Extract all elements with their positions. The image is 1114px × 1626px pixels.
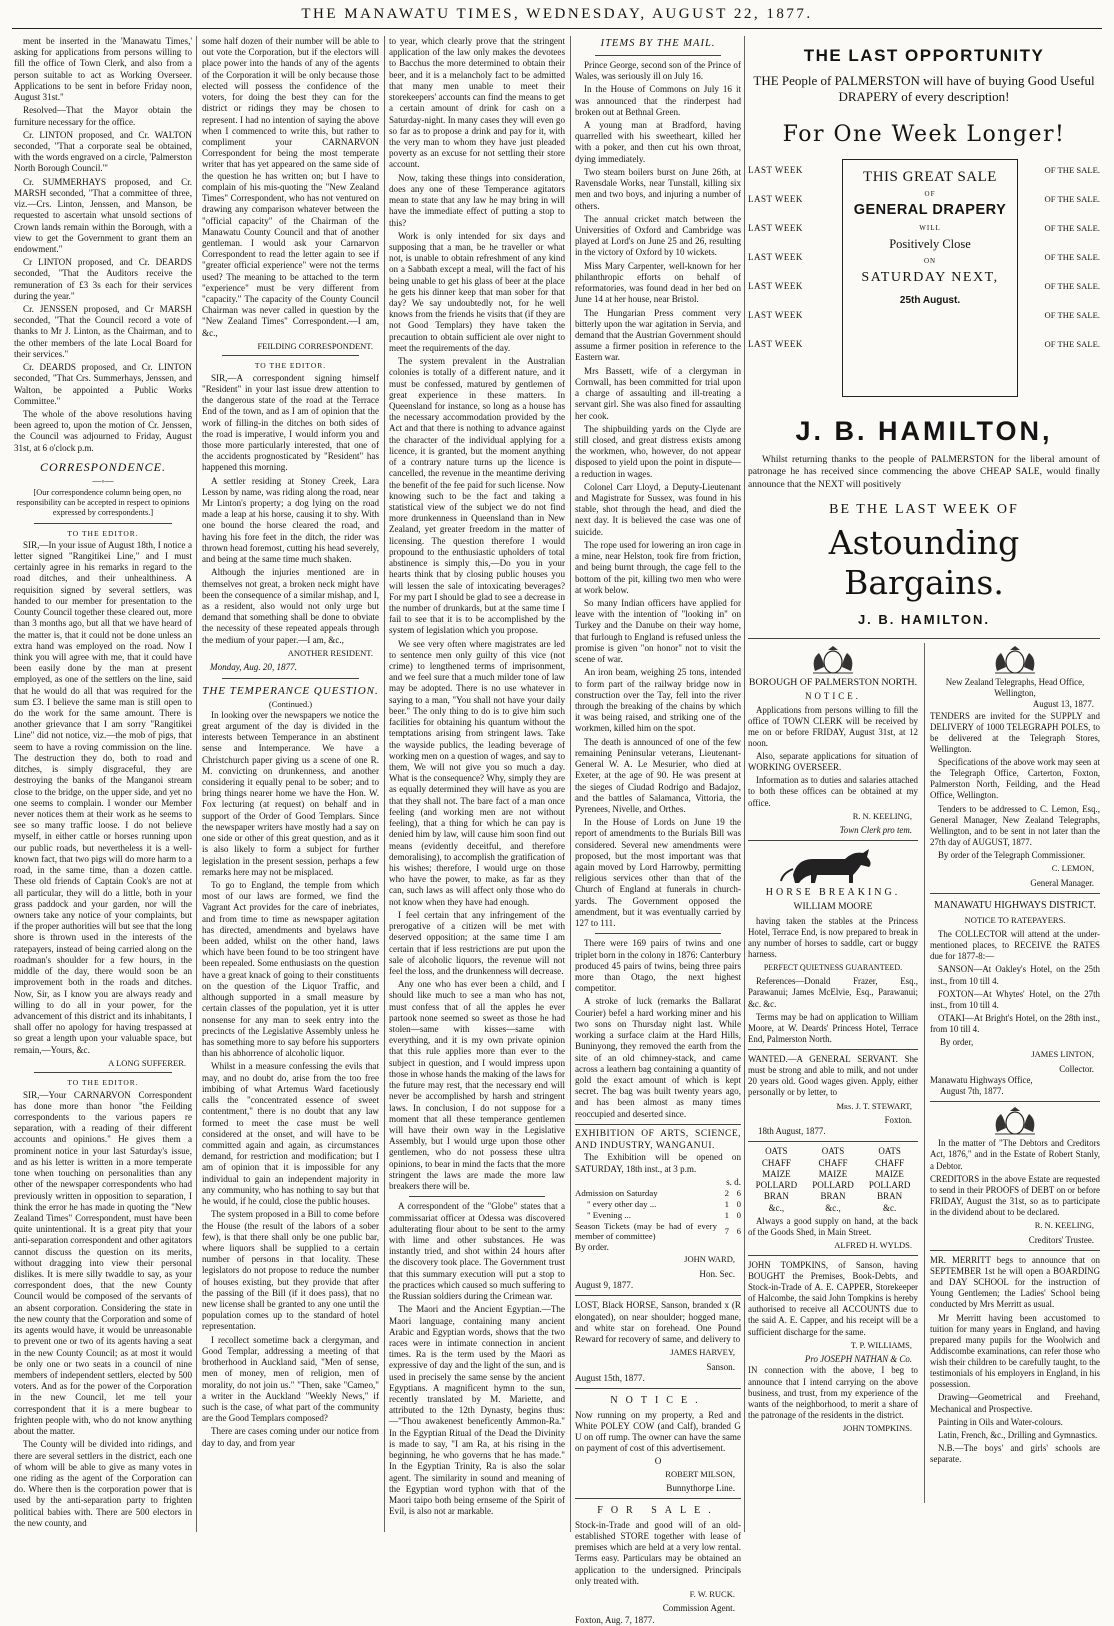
divider bbox=[930, 1250, 1100, 1251]
currency-header: s. d. bbox=[726, 1176, 741, 1187]
news-item: A stroke of luck (remarks the Ballarat Courier) befel a hard working miner and his two sons on Thursday night last. While working a surface claim at the Hard Hills, Buninyong, they removed the earth from the site of an old chimney-stack, and came across a leathern bag containing a quantity of gold the exact amount of which is kept secret. The bag was built twenty years ago, and has been almost as many times reoccupied and deserted since. bbox=[575, 996, 741, 1119]
hamilton-heading: J. B. HAMILTON, bbox=[795, 415, 1053, 446]
to-editor-heading: TO THE EDITOR. bbox=[254, 361, 327, 371]
column-1 bbox=[14, 36, 192, 1532]
letter-paragraph: SIR,—A correspondent signing himself "Resident" in your last issue drew attention to the dangerous state of the road at the Terrace End of the town, and as I am of opinion that the work of filling-in the ditches on both sides of the road is imperative, I would inform you and those more particularly interested, that one of the accidents prognosticated by "Resident" has happened this morning. bbox=[202, 372, 379, 473]
column-4 bbox=[575, 36, 741, 1625]
of-the-sale-label: OF THE SALE. bbox=[1044, 222, 1100, 233]
feed-cell: BRAN bbox=[877, 1191, 903, 1202]
hamilton-text: Whilst returning thanks to the people of PALMERSTON for the liberal amount of patronage he has received since commencing the above CHEAP SALE, would finally announce that the NEXT will positively bbox=[748, 453, 1100, 490]
lost-signer: JAMES HARVEY, bbox=[670, 1347, 735, 1358]
divider bbox=[748, 840, 918, 841]
divider bbox=[595, 55, 721, 56]
oats-signer: ALFRED H. WYLDS. bbox=[834, 1240, 912, 1251]
article-paragraph: In looking over the newspapers we notice the great argument of the day is divided in the interests between Temperance in an abstinent sense and Intemperance. We have a Christchurch paper giving us a scene of one R. M. convicting on drunkenness, and another considering it equally penal to be sober; and to bring things nearer home we have the Hon. W. Fox lecturing (at request) on behalf and in support of the Order of Good Templars. Since the newspaper writers have mostly had a say on one side or other of this great question, and as it is also likely to form a subject for further legislation in the present session, perhaps a few remarks here may not be misplaced. bbox=[202, 709, 379, 877]
article-paragraph: Whilst in a measure confessing the evils that may, and no doubt do, arise from the too free imbibing of what Artemus Ward facetiously calls the "concentrated essence of sweet contentment," there is no doubt that any law formed to meet the case must be well considered at the onset, and will have to be committed again and again, as circumstances demand, for restriction and modification; but I am of opinion that it is impossible for any individual to gain an independent majority in any community, who has nothing to say but that he would, if he could, close the public houses. bbox=[202, 1061, 379, 1207]
admission-label: Admission on Saturday bbox=[575, 1187, 658, 1198]
horse-name: WILLIAM MOORE bbox=[793, 901, 873, 912]
telegraph-text: By order of the Telegraph Commissioner. bbox=[938, 850, 1086, 861]
sale-line: ON bbox=[923, 256, 937, 265]
horse-icon bbox=[773, 845, 893, 885]
royal-crest-icon bbox=[985, 1106, 1045, 1136]
highways-place: FOXTON—At Whytes' Hotel, on the 27th inst., from 10 till 4. bbox=[930, 988, 1100, 1010]
merritt-text: Drawing—Geometrical and Freehand, Mechanical and Prospective. bbox=[930, 1392, 1100, 1414]
notice-text: Now running on my property, a Red and White POLEY COW (and Calf), branded G U on off rump. The owner can have the same on payment of cost of this advertisement. bbox=[575, 1409, 741, 1454]
news-item: Prince George, second son of the Prince of Wales, was seriously ill on July 16. bbox=[575, 59, 741, 82]
sale-line: OF bbox=[924, 190, 936, 199]
telegraph-signer: C. LEMON, bbox=[1051, 863, 1094, 874]
paragraph: some half dozen of their number will be able to out vote the Corporation, but if the electors will place power into the hands of any of the agents of the Corporation it will be only because those elected will possess the confidence of the voters, for doing the best they can for the district or ridings they may be chosen to represent. I had no intention of saying the above when I commenced to write this, but rather to compliment your CARNARVON Correspondent for being the most temperate writer that has yet appeared on the same side of the question he has written on; but I have to complain of his mis-quoting the "New Zealand Times" Correspondent, who has not ventured on drawing any comparison whatever between the "official capacity" of the Chairman of the Manawatu County Council and that of another gentleman. I would ask your Carnarvon Correspondent to read the letter again to see if "greater official experience" were not the terms used? The meaning to be attached to the term "experience" must be very different from "capacity." The capacity of the County Council Chairman was never called in question by the "New Zealand Times" Correspondent.—I am, &c., bbox=[202, 36, 379, 338]
divider bbox=[748, 638, 1100, 639]
borough-title: BOROUGH OF PALMERSTON NORTH. bbox=[748, 677, 918, 689]
shillings: 2 bbox=[724, 1187, 729, 1198]
hamilton-signature: J. B. HAMILTON. bbox=[857, 612, 991, 628]
last-week-list bbox=[748, 165, 828, 368]
telegraph-date: August 13, 1877. bbox=[1032, 699, 1094, 710]
exhibition-date: August 9, 1877. bbox=[575, 1280, 634, 1291]
article-paragraph: I recollect sometime back a clergyman, and Good Templar, addressing a meeting of that brotherhood in Auckland said, "Men of sense, men of money, men of religion, men of morality, do not join us." "Then, sake "Cameo," a writer in the Auckland "Weekly News," if such is the case, of what part of the community are the Good Templars composed? bbox=[202, 1334, 379, 1424]
wanted-date: 18th August, 1877. bbox=[758, 1126, 826, 1137]
last-week-heading: BE THE LAST WEEK OF bbox=[829, 502, 1019, 518]
tompkins-signer: T. P. WILLIAMS, bbox=[850, 1339, 912, 1350]
letter-paragraph: A settler residing at Stoney Creek, Lara Lesson by name, was riding along the road, near Mr Linton's property; a dog lying on the road made a leap at his horse, causing it to shy. With one bound the horse cleared the road, and having his fore feet in the ditch, the rider was thrown head foremost, cutting his head severely, and being at the same time much shaken. bbox=[202, 475, 379, 565]
table-row bbox=[575, 1210, 741, 1221]
tompkins-signer: JOHN TOMPKINS. bbox=[842, 1423, 912, 1434]
news-item: A young man at Bradford, having quarrelled with his sweetheart, killed her with a poker, and then cut his own throat, dying immediately. bbox=[575, 120, 741, 164]
sale-line: WILL bbox=[919, 223, 941, 232]
of-the-sale-label: OF THE SALE. bbox=[1044, 251, 1100, 262]
divider bbox=[222, 678, 359, 679]
lost-place: Sanson. bbox=[706, 1361, 735, 1372]
article-paragraph: Now, taking these things into consideration, does any one of these Temperance agitators mean to state that any law he may bring in will have the immediate effect of putting a stop to this? bbox=[389, 172, 565, 228]
article-paragraph: We see very often where magistrates are led to sentence men only guilty of this vice (not crime) to lengthened terms of imprisonment, and we feel sure that a much milder tone of law may be adopted. There is no use whatever in saying to a man, "You shall not have your daily beer." The only thing to do is to give him such facilities for obtaining his quantum without the temptations arising from stringent laws. Take the wayside publics, the leading beverage of working men on a question of wages, and say to them, We will not give you so much a day. What is the consequence? Why, simply they are as equally determined they will have as you are that they shall not. The bare fact of a man once feeling (and working men are not without feeling), that a thing for which he can pay is denied him by law, will cause him soon find out means (evidently deceitful, and therefore demoralising), to accomplish the gratification of his wishes; therefore, I would urge on those who have the power, to make, as far as they can, such laws as will affect only those who do not know when they have had enough. bbox=[389, 638, 565, 907]
divider bbox=[34, 1072, 172, 1073]
great-sale-box bbox=[842, 159, 1018, 397]
feed-cell: OATS bbox=[765, 1146, 788, 1157]
correspondence-heading: CORRESPONDENCE. bbox=[40, 459, 166, 474]
divider bbox=[595, 933, 721, 934]
brand-mark: O bbox=[654, 1456, 662, 1467]
for-sale-title: FOR SALE. bbox=[597, 1505, 719, 1517]
telegraph-role: General Manager. bbox=[1030, 877, 1094, 888]
feed-cell: POLLARD bbox=[755, 1180, 798, 1191]
merritt-text: Mr Merritt having been accustomed to tuition for many years in England, and having prepared many pupils for the Woolwich and Addiscombe examinations, can refer those who wish their children to be carefully taught, to the testimonials of his employers in England, in his possession. bbox=[930, 1312, 1100, 1390]
column-rule bbox=[924, 643, 925, 1503]
letter-paragraph: SIR,—In your issue of August 18th, I notice a letter signed "Rangitikei Line," and I must certainly agree in his remarks in regard to the road ditches, and their unhealthiness. A requisition signed by several settlers, was handed to our member for presentation to the County Council together these cleared out, more than 3 months ago, but all that we have heard of the matter is, that it could not be done unless an extra hand was employed on the road. Now I think you will agree with me, that it could have been easily done by the man at present employed, as one of the settlers on the line, said that he would do all that was required for the sum £3. I believe the same man is still open to do the work for the same amount. There is another grievance that I am sorry "Rangitikei Line" did not notice, viz.—the mob of pigs, that seem to have a roving commission on the line. The destruction they do, both to road and ditches, is simply disgraceful, they are destroying the banks of the Manganoi stream close to the bridge, on the upper side, and yet no one seems to complain. I wonder our Member never notices them at their work as he seems to see so many traffic loose. I do not believe myself, in either cattle or horses running upon our public roads, but nevertheless it is a well-known fact, that two pigs will do more harm to a road, in the same time, than a dozen cattle. These old friends of Captain Cook's are not at all particular, they will do a little, both in your grass paddock and your garden, nor will the owners take any notice of your complaints, but if the proper authorities will but see that the long shore is thrown used in the interests of the ratepayers, instead of being carried along on the roadman's shoulder for a few hours, in the middle of the day, there would soon be an improvement both in the roads and ditches. Now, Sir, as I know you are always ready and willing to do all in your power, for the advancement of this district and its inhabitants, I shall offer no apology for having trespassed at so great a length upon your valuable space, but remain,—Yours, &c. bbox=[14, 539, 192, 1055]
debtors-signer: R. N. KEELING, bbox=[1034, 1220, 1094, 1231]
letter-signature: FEILDING CORRESPONDENT. bbox=[257, 340, 373, 351]
for-sale-role: Commission Agent. bbox=[662, 1603, 735, 1614]
highways-office: Manawatu Highways Office, bbox=[930, 1075, 1033, 1086]
feed-cell: MAIZE bbox=[875, 1168, 904, 1179]
table-row bbox=[748, 1146, 918, 1157]
last-week-label: LAST WEEK bbox=[748, 251, 803, 262]
of-the-sale-label: OF THE SALE. bbox=[1044, 164, 1100, 175]
right-adverts bbox=[930, 643, 1100, 1467]
article-paragraph: The system proposed in a Bill to come before the House (the result of the labors of a sober few), is that there shall only be one public bar, where liquors shall be supplied to a certain number of persons in that locality. These legislators do not propose to reduce the number of houses existing, but they provide that after the passing of the Bill (if it does pass), that no new license shall be granted to any one until the population comes up to the standard of hotel representation. bbox=[202, 1209, 379, 1332]
of-the-sale-label: OF THE SALE. bbox=[1044, 338, 1100, 349]
feed-cell: OATS bbox=[821, 1146, 845, 1157]
cow-notice-advert bbox=[575, 1388, 741, 1494]
horse-text: References—Donald Frazer, Esq., Parawanui; James McElvie, Esq., Parawanui; &c. &c. bbox=[748, 976, 918, 1009]
last-week-label: LAST WEEK bbox=[748, 222, 803, 233]
merritt-text: MR. MERRITT begs to announce that on SEPTEMBER 1st he will open a BOARDING and DAY SCHOOL for the instruction of Young Gentlemen; the Ladies' School being conducted by Mrs Merritt as usual. bbox=[930, 1254, 1100, 1310]
article-paragraph: There are cases coming under our notice from day to day, and from year bbox=[202, 1426, 379, 1448]
pence: 6 bbox=[736, 1225, 741, 1236]
highways-text: The COLLECTOR will attend at the under-mentioned places, to RECEIVE the RATES due for 1877-8:— bbox=[930, 929, 1100, 962]
feed-cell: POLLARD bbox=[812, 1180, 854, 1191]
debtors-text: In the matter of "The Debtors and Creditors Act, 1876," and in the Estate of Robert Stanly, a Debtor. bbox=[930, 1138, 1100, 1171]
by-order: By order. bbox=[575, 1242, 609, 1253]
feed-cell: CHAFF bbox=[875, 1157, 905, 1168]
telegraph-text: Specifications of the above work may seen at the Telegraph Office, Carterton, Foxton, Palmerston North, Feilding, and the Head Office, Wellington. bbox=[930, 757, 1100, 801]
table-row bbox=[748, 1158, 918, 1169]
table-row bbox=[575, 1188, 741, 1199]
admission-label: Season Tickets (may be had of every member of committee) bbox=[575, 1220, 717, 1242]
sale-line: 25th August. bbox=[899, 294, 961, 306]
horse-text: Terms may be had on application to William Moore, at W. Deards' Princess Hotel, Terrace End, Palmerston North. bbox=[748, 1011, 918, 1044]
wanted-signer: Mrs. J. T. STEWART, bbox=[836, 1100, 912, 1111]
news-item: In the House of Commons on July 16 it was announced that the rinderpest had broken out at Bethnal Green. bbox=[575, 84, 741, 117]
exhibition-text: The Exhibition will be opened on SATURDAY, 18th inst., at 3 p.m. bbox=[575, 1152, 741, 1174]
telegraph-title: New Zealand Telegraphs, Head Office, Wellington, bbox=[945, 677, 1085, 699]
letter-paragraph: SIR,—Your CARNARVON Correspondent has done more than honor "the Feilding correspondents to the various papers re separation, with a reading of their different accounts and opinions." He gives them a prominent notice in your last Saturday's issue, and as his letter is written in a more temperate tone when touching on personalities than any other of the newspaper correspondents who had previously written in opposition to separation, I think the error he has made in quoting the "New Zealand Times" Correspondent, must have been quite unintentional. It is a great pity that your anti-separation correspondent and other agitators cannot discuss the question on its merits, without dragging into view their personal dislikes. It is mere silly twaddle to say, as your correspondent does, that the new County Council would be composed of the servants of an absent corporation. Considering the state in the new county that the Corporation and some of its agents would have, it would be unreasonable to prevent one or two of its agents having a seat in the new County Council; as at most it would be only one or two seats in a council of nine members of independent settlers, elected by 500 voters. And as for the power of the Corporation in the new Council, let me tell your correspondent that it is a mere bugbear to frighten people with, who do not know anything about the matter. bbox=[14, 1089, 192, 1437]
last-week-label: LAST WEEK bbox=[748, 338, 803, 349]
news-item: The shipbuilding yards on the Clyde are still closed, and great distress exists among the workmen, who, however, do not appear disposed to yield upon the point in dispute—a reduction in wages. bbox=[575, 423, 741, 479]
feed-table bbox=[748, 1146, 918, 1214]
telegraph-text: Tenders to be addressed to C. Lemon, Esq., General Manager, New Zealand Telegraphs, Wellington, and to be sent in not later than the 27th day of AUGUST, 1877. bbox=[930, 803, 1100, 847]
paragraph: Cr. DEARDS proposed, and Cr. LINTON seconded, "That Crs. Summerhays, Jenssen, and Walton, be appointed a Public Works Committee." bbox=[14, 362, 192, 406]
column-2 bbox=[202, 36, 379, 1532]
highways-place: SANSON—At Oakley's Hotel, on the 25th inst., from 10 till 4. bbox=[930, 964, 1100, 986]
ornament-divider: —◦— bbox=[92, 475, 114, 486]
feed-cell: OATS bbox=[878, 1146, 901, 1157]
debtors-role: Creditors' Trustee. bbox=[1028, 1234, 1094, 1245]
news-item: The Maori and the Ancient Egyptian.—The Maori language, containing many ancient Arabic and Egyptian words, shows that the two races were in intimate connection in ancient times. Ra is the term used by the Maori as expressive of day and the light of the sun, and is used in precisely the same sense by the ancient Egyptians. A magnificent hymn to the sun, recently translated by M. Mariette, and attributed to the 12th Dynasty, begins thus:—"Thou awakenest beneficently Ammon-Ra." In the Egyptian Ritual of the Dead the Divinity is made to say, "I am Ra, at his rising in the beginning, he who governs that he has made." In the Egyptian Trinity, Ra is also the solar agent. The similarity in sound and meaning of the Egyptian word typhon with that of the Maori taipo both being ernseme of the Spirit of Evil, is also not ar markable. bbox=[389, 1304, 565, 1517]
borough-signer: R. N. KEELING, bbox=[852, 810, 912, 821]
shillings: 1 bbox=[724, 1209, 729, 1220]
feed-cell: BRAN bbox=[820, 1191, 846, 1202]
tompkins-role: Pro JOSEPH NATHAN & Co. bbox=[804, 1354, 912, 1365]
highways-sub: NOTICE TO RATEPAYERS. bbox=[964, 915, 1066, 926]
telegraph-text: TENDERS are invited for the SUPPLY and DELIVERY of 1000 TELEGRAPH POLES, to be delivered at the Telegraph Stores, Wellington. bbox=[930, 710, 1100, 754]
notice-title: NOTICE. bbox=[610, 1395, 706, 1407]
article-paragraph: Work is only intended for six days and supposing that a man, be he traveller or what not, is unable to obtain refreshment of any kind on a Sabbath except a meal, will the fact of his being unable to get his glass of beer at the place he gets his dinner keep that man sober for that day? We say undoubtedly not, for he well knows from the friends he visits that (if they are not Good Templars) they have taken the precaution to obtain sufficient ale over night to meet the requirements of the day. bbox=[389, 230, 565, 353]
paragraph: Cr. JENSSEN proposed, and Cr MARSH seconded, "That the Council record a vote of thanks to Mr J. Linton, as the Chairman, and to the other members of the late Local Board for their services." bbox=[14, 304, 192, 359]
drapery-intro: THE People of PALMERSTON will have of buying Good Useful DRAPERY of every description! bbox=[753, 72, 1095, 105]
news-item: The death is announced of one of the few remaining Peninsular veterans, Lieutenant-General W. A. Le Mesurier, who died at Exeter, at the age of 90. He was present at the sieges of Ciudad Rodrigo and Badajoz, and the battles of Salamanca, Vittoria, the Pyrenees, Nivelle, and Orthes. bbox=[575, 736, 741, 814]
divider bbox=[748, 1049, 918, 1050]
news-item: Mrs Bassett, wife of a clergyman in Cornwall, has been committed for trial upon a charge of assaulting and ill-treating a servant girl. She was also fined for assaulting her cook. bbox=[575, 365, 741, 421]
table-row bbox=[748, 1203, 918, 1214]
pence: 0 bbox=[736, 1198, 741, 1209]
wanted-place: Foxton. bbox=[884, 1115, 912, 1126]
sale-line: SATURDAY NEXT, bbox=[861, 270, 999, 286]
news-item: The annual cricket match between the Universities of Oxford and Cambridge was played at Lord's on June 25 and 26, resulting in the victory of Oxford by 10 wickets. bbox=[575, 213, 741, 258]
news-item: Colonel Carr Lloyd, a Deputy-Lieutenant and Magistrate for Sussex, was found in his stable, shot through the head, and died the next day. It is believed the case was one of suicide. bbox=[575, 481, 741, 537]
astounding-bargains: Astounding Bargains. bbox=[828, 522, 1020, 603]
letter-paragraph: Although the injuries mentioned are in themselves not great, a broken neck might have been the consequence of a similar mishap, and I, as a resident, also would not only urge but demand that something shall be done to obviate the necessity of these repeated appeals through the medium of your paper.—I am, &c., bbox=[202, 567, 379, 645]
highways-date: August 7th, 1877. bbox=[940, 1086, 1004, 1097]
letter-paragraph: The County will be divided into ridings, and there are several settlers in the district, each one of whom will be able to give as many votes in one riding as the agent of the Corporation can do. Where then is the corporation power that is used by the anti-separation party to frighten political babies with. There are 500 electors in the new county, and bbox=[14, 1439, 192, 1528]
sale-line: Positively Close bbox=[889, 237, 971, 252]
oats-text: Always a good supply on hand, at the back of the Goods Shed, in Main Street. bbox=[748, 1215, 918, 1238]
lost-text: LOST, Black HORSE, Sanson, branded x (R elongated), on near shoulder; hogged mane, and white star on forehead. One Pound Reward for recovery of same, and delivery to bbox=[575, 1300, 741, 1345]
horse-sub: PERFECT QUIETNESS GUARANTEED. bbox=[763, 963, 903, 973]
tompkins-text: JOHN TOMPKINS, of Sanson, having BOUGHT the Premises, Book-Debts, and Stock-in-Trade of A. E. CAPPER, Storekeeper of Halcombe, the said John Tompkins is hereby authorised to receive all ACCOUNTS due to the said A. E. Capper, and his receipt will be a sufficient discharge for the same. bbox=[748, 1259, 918, 1337]
divider bbox=[748, 1141, 918, 1142]
article-paragraph: The system prevalent in the Australian colonies is totally of a different nature, and it must be confessed, matured by gentlemen of great experience in these matters. In Queensland for instance, so long as a house has the necessary accommodation provided by the Act and that there is nothing to advance against the character of the individual applying for a licence, it is granted, but the moment anything of a contrary nature turns up the licence is cancelled, the revenue in the meantime deriving the benefit of the fee paid for such license. Now knowing such to be the fact and taking a statistical view of the subject we do not find more drunkenness in Queensland than in New Zealand, yet greater freedom in the matter of licensing. The question therefore I would propound to the enthusiastic upholders of total abstinence is simply this,—Do you in your hearts think that by closing public houses you will lessen the sale of intoxicating beverages? For my part I should be glad to see a decrease in the number of drunkards, but at the same time I fail to see that it is to be accomplished by the system of legislation which you propose. bbox=[389, 356, 566, 636]
notice-place: Bunnythorpe Line. bbox=[666, 1483, 735, 1494]
items-heading: ITEMS BY THE MAIL. bbox=[600, 38, 716, 49]
column-rule bbox=[744, 36, 745, 1532]
last-week-label: LAST WEEK bbox=[748, 164, 803, 175]
feed-cell: &c. bbox=[883, 1202, 897, 1213]
admission-table bbox=[575, 1188, 741, 1242]
temperance-heading: THE TEMPERANCE QUESTION. bbox=[202, 684, 379, 697]
feed-cell: CHAFF bbox=[818, 1157, 848, 1168]
borough-text: Applications from persons willing to fill the office of TOWN CLERK will be received by me on or before FRIDAY, August 31st, at 12 noon. bbox=[748, 704, 918, 748]
divider bbox=[930, 893, 1100, 894]
highways-by-order: By order, bbox=[940, 1037, 974, 1048]
paragraph: Cr LINTON proposed, and Cr. DEARDS seconded, "That the Auditors receive the remuneration of £3 3s each for their services during the year." bbox=[14, 257, 192, 301]
horse-title: HORSE BREAKING. bbox=[765, 887, 901, 899]
merritt-text: Latin, French, &c., Drilling and Gymnastics. bbox=[938, 1429, 1098, 1440]
for-sale-advert bbox=[575, 1498, 741, 1626]
pence: 6 bbox=[736, 1187, 741, 1198]
column-rule bbox=[384, 36, 385, 1532]
divider bbox=[748, 1255, 918, 1256]
feed-cell: &c., bbox=[768, 1202, 785, 1213]
news-item: There were 169 pairs of twins and one triplet born in the colony in 1876: Canterbury produced 45 pairs of twins, being three pairs more than Otago, the next highest competitor. bbox=[575, 938, 741, 994]
borough-text: Also, separate applications for situation of WORKING OVERSEER. bbox=[748, 751, 918, 773]
sale-line: THIS GREAT SALE bbox=[863, 168, 997, 185]
feed-cell: MAIZE bbox=[818, 1168, 848, 1179]
table-row bbox=[748, 1191, 918, 1202]
news-item: The Hungarian Press comment very bitterly upon the war agitation in Servia, and demand that the Austrian Government should assume a firmer position in reference to the Eastern war. bbox=[575, 307, 741, 363]
shillings: 7 bbox=[724, 1225, 729, 1236]
exhibition-title: EXHIBITION OF ARTS, SCIENCE, AND INDUSTRY, WANGANUI. bbox=[575, 1128, 741, 1151]
paragraph: ment be inserted in the 'Manawatu Times,' asking for applications from persons willing to fill the office of Town Clerk, and also from a person suitable to act as Working Overseer. Applications to be sent in before Friday noon, August 31st." bbox=[14, 36, 192, 103]
advertisement-column bbox=[748, 36, 1100, 1532]
merritt-text: Painting in Oils and Water-colours. bbox=[938, 1416, 1063, 1427]
feed-cell: &c., bbox=[825, 1202, 841, 1213]
table-row bbox=[748, 1180, 918, 1191]
continued-note: (Continued.) bbox=[268, 699, 313, 710]
wanted-text: WANTED.—A GENERAL SERVANT. She must be strong and able to milk, and not under 20 years old. Good wages given. Apply, either personally or by letter, to bbox=[748, 1054, 918, 1098]
article-paragraph: I feel certain that any infringement of the prerogative of a citizen will be met with deserved opposition; at the same time I am certain that if less restrictions are put upon the sale of alcoholic liquors, the revenue will not feel the loss, and the drunkenness will decrease. bbox=[389, 909, 565, 976]
last-week-label: LAST WEEK bbox=[748, 280, 803, 291]
news-item: Two steam boilers burst on June 26th, at Ravensdale Works, near Tunstall, killing six men and two boys, and injuring a number of others. bbox=[575, 166, 741, 211]
sale-block bbox=[748, 159, 1100, 401]
paragraph: The whole of the above resolutions having been agreed to, upon the motion of Cr. Jenssen, the Council was adjourned to Friday, August 31st, at 6 o'clock p.m. bbox=[14, 409, 192, 453]
news-item: An iron beam, weighing 25 tons, intended to form part of the railway bridge now in construction over the Tay, fell into the river through the breaking of the chains by which it was being raised, and striking one of the workmen, killed him on the spot. bbox=[575, 667, 741, 734]
divider bbox=[34, 523, 172, 524]
exhibition-advert bbox=[575, 1124, 741, 1292]
news-item: Miss Mary Carpenter, well-known for her philanthropic efforts on behalf of reformatories, was found dead in her bed on June 14 at her house, near Bristol. bbox=[575, 260, 741, 305]
debtors-text: CREDITORS in the above Estate are requested to send in their PROOFS of DEBT on or before FRIDAY, August the 31st, so as to participate in the dividend about to be declared. bbox=[930, 1173, 1100, 1218]
divider bbox=[409, 1196, 545, 1197]
for-sale-date: Foxton, Aug. 7, 1877. bbox=[575, 1614, 655, 1625]
admission-label: " Evening ... bbox=[587, 1209, 631, 1220]
letter-signature: A LONG SUFFERER. bbox=[108, 1057, 186, 1068]
highways-title: MANAWATU HIGHWAYS DISTRICT. bbox=[934, 899, 1096, 911]
table-row bbox=[575, 1221, 741, 1243]
letter-signature: ANOTHER RESIDENT. bbox=[287, 647, 373, 658]
last-opportunity-heading: THE LAST OPPORTUNITY bbox=[803, 46, 1045, 65]
feed-cell: BRAN bbox=[763, 1191, 789, 1202]
divider bbox=[222, 355, 359, 356]
of-the-sale-list bbox=[1034, 165, 1100, 368]
to-editor-heading: TO THE EDITOR. bbox=[67, 1078, 139, 1088]
borough-notice: NOTICE. bbox=[805, 691, 861, 702]
shillings: 1 bbox=[724, 1198, 729, 1209]
date-line: Monday, Aug. 20, 1877. bbox=[210, 662, 297, 673]
paragraph: Cr. SUMMERHAYS proposed, and Cr. MARSH seconded, "That a committee of three, viz.—Crs. Linton, Jenssen, and Manson, be requested to ascertain what unsold sections of Crown lands remain within the Borough, with a view to get the Government to grant them an endowment." bbox=[14, 176, 192, 254]
table-row bbox=[575, 1199, 741, 1210]
column-rule bbox=[196, 36, 197, 1532]
news-item: A correspondent of the "Globe" states that a commissariat officer at Odessa was discovered adulterating flour about to be sent to the army with lime and other substances. He was instantly tried, and shot within 24 hours after the discovery took place. The Government trust that this summary execution will put a stop to the practices which caused so much suffering to the Russian soldiers during the Crimean war. bbox=[389, 1201, 565, 1302]
of-the-sale-label: OF THE SALE. bbox=[1044, 193, 1100, 204]
column-3 bbox=[389, 36, 565, 1532]
highways-place: OTAKI—At Bright's Hotel, on the 28th inst., from 10 till 4. bbox=[930, 1012, 1100, 1035]
exhibition-role: Hon. Sec. bbox=[699, 1268, 735, 1279]
feed-cell: MAIZE bbox=[762, 1168, 791, 1179]
for-sale-text: Stock-in-Trade and good will of an old-established STORE together with lease of premises which are held at a very low rental. Terms easy. Particulars may be obtained an application to the undersigned. Principals only treated with. bbox=[575, 1519, 741, 1586]
last-week-label: LAST WEEK bbox=[748, 193, 803, 204]
article-paragraph: Any one who has ever been a child, and I should like much to see a man who has not, must confess that of all the apples he ever partook none seemed so sweet as those he had stolen—same with kisses—same with everything, and it is my own private opinion that this rule applies more than ever to the subject in question, and I would impress upon those in whose hands the making of the laws for the future may rest, that the necessary end will never be accomplished by harsh and stringent laws. In conclusion, I do not suppose for a moment that all these temperance gentlemen will have their own way in the Legislative Assembly, but I would urge upon those other gentlemen, who do not possess these ultra opinions, to bear in mind the facts that the more stringent the laws are made the more law breakers there will be. bbox=[389, 979, 565, 1192]
merritt-text: N.B.—The boys' and girls' schools are separate. bbox=[930, 1442, 1100, 1465]
news-item: So many Indian officers have applied for leave with the intention of "looking in" on Turkey and the Danube on their way home, that furlough to England is refused unless the promise is given "on honor" not to visit the scene of war. bbox=[575, 598, 741, 665]
of-the-sale-label: OF THE SALE. bbox=[1044, 280, 1100, 291]
of-the-sale-label: OF THE SALE. bbox=[1044, 309, 1100, 320]
tompkins-text: IN connection with the above, I beg to announce that I intend carrying on the above business, and trust, from my experience of the wants of the neighborhood, to merit a share of the patronage of the residents in the district. bbox=[748, 1365, 918, 1420]
feed-cell: POLLARD bbox=[868, 1180, 911, 1191]
left-adverts bbox=[748, 643, 918, 1437]
feed-cell: CHAFF bbox=[761, 1157, 791, 1168]
column-rule bbox=[570, 36, 571, 1532]
last-week-label: LAST WEEK bbox=[748, 309, 803, 320]
admission-label: " every other day ... bbox=[587, 1198, 657, 1209]
disclaimer: [Our correspondence column being open, no responsibility can be accepted in respect to opinions expressed by correspondents.] bbox=[16, 487, 190, 518]
paragraph: Resolved—That the Mayor obtain the furniture necessary for the office. bbox=[14, 105, 192, 127]
borough-role: Town Clerk pro tem. bbox=[839, 825, 912, 836]
masthead: THE MANAWATU TIMES, WEDNESDAY, AUGUST 22, 1877. bbox=[301, 6, 813, 22]
masthead-rule bbox=[12, 28, 1102, 29]
article-paragraph: to year, which clearly prove that the stringent application of the law only makes the devotees to Bacchus the more determined to obtain their beer, and it is a melancholy fact to be admitted that many men unable to meet their storekeepers' accounts can find the means to get a certain amount of drink for cash on a Saturday-night. In many cases they will even go so far as to propose a drink and pay for it, with the very man to whom they have just pleaded poverty as an excuse for not settling their store account. bbox=[389, 36, 565, 170]
highways-signer: JAMES LINTON, bbox=[1031, 1049, 1094, 1060]
exhibition-signer: JOHN WARD, bbox=[684, 1254, 735, 1265]
news-item: The rope used for lowering an iron cage in a mine, near Helston, took fire from friction, and being burnt through, the cage fell to the bottom of the pit, killing two men who were at work below. bbox=[575, 539, 741, 595]
royal-crest-icon bbox=[803, 645, 863, 675]
article-paragraph: To go to England, the temple from which most of our laws are formed, we find the Vagrant Act provides for the care of inebriates, and from time to time as newspaper agitation has directed, amendments and byelaws have been added, whilst on the other hand, laws which have been found to be too stringent have been repealed. Some enthusiasts on the question have a great knack of going to their constituents on the question of the Liquor Traffic, and although supported in a small measure by certain classes of the population, yet it is utter nonsense for any man to seek entry into the precincts of the Legislative Assembly unless he has something more to say before his supporters than his abhorrence of alcoholic liquor. bbox=[202, 879, 379, 1059]
paragraph: Cr. LINTON proposed, and Cr. WALTON seconded, "That a corporate seal be obtained, with the words engraved on a circle, 'Palmerston North Borough Council.'" bbox=[14, 129, 192, 174]
to-editor-heading: TO THE EDITOR. bbox=[67, 528, 139, 538]
sale-line: GENERAL DRAPERY bbox=[853, 201, 1007, 218]
pence: 0 bbox=[736, 1209, 741, 1220]
highways-role: Collector. bbox=[1059, 1063, 1094, 1074]
horse-text: having taken the stables at the Princess Hotel, Terrace End, is now prepared to break in any number of horses to saddle, cart or buggy harness. bbox=[748, 915, 918, 960]
notice-signer: ROBERT MILSON, bbox=[665, 1468, 735, 1479]
royal-crest-icon bbox=[985, 645, 1045, 675]
table-row bbox=[748, 1169, 918, 1180]
divider bbox=[930, 1101, 1100, 1102]
lost-horse-advert bbox=[575, 1295, 741, 1384]
for-sale-signer: F. W. RUCK. bbox=[689, 1588, 735, 1599]
one-week-longer: For One Week Longer! bbox=[782, 122, 1066, 148]
news-item: In the House of Lords on June 19 the report of amendments to the Burials Bill was considered. Several new amendments were proposed, but the most important was that again moved by Lord Harrowby, permitting religious services other than that of the Church of England at funerals in church-yards. The Government opposed the amendment, but it was eventually carried by 127 to 111. bbox=[575, 817, 741, 929]
lost-date: August 15th, 1877. bbox=[575, 1372, 645, 1383]
borough-text: Information as to duties and salaries attached to both these offices can be obtained at my office. bbox=[748, 775, 918, 808]
